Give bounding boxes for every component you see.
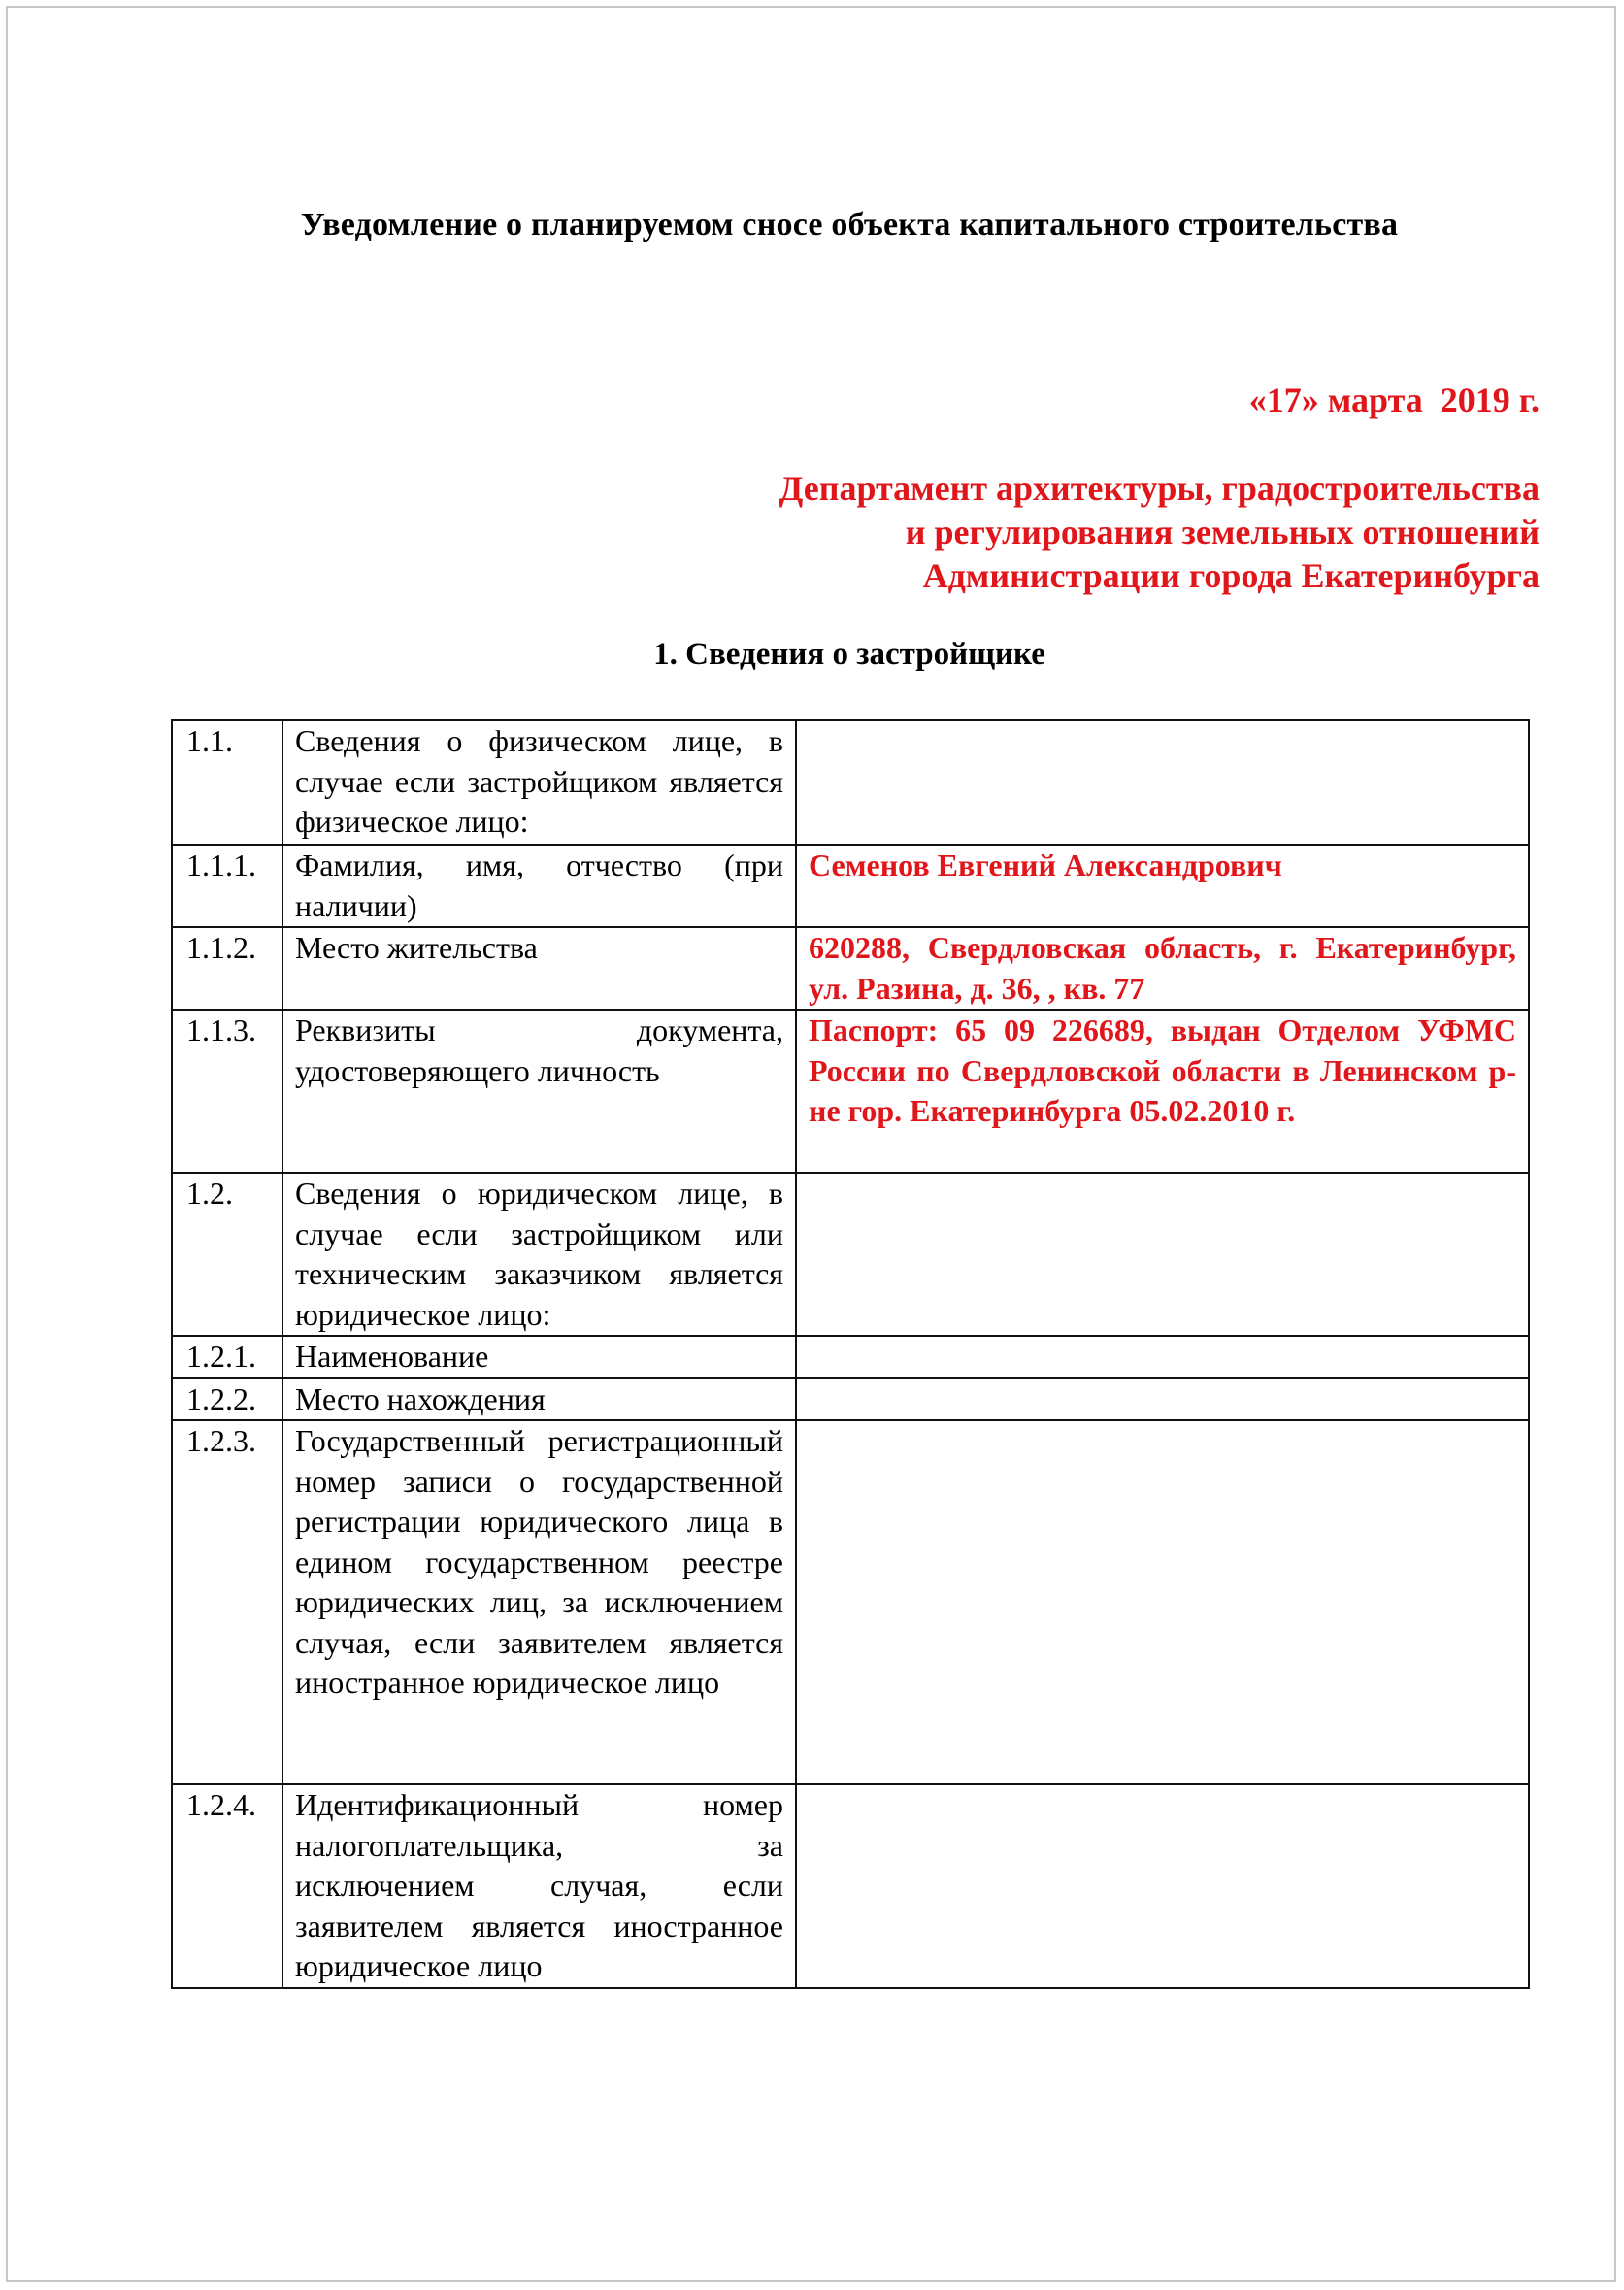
row-label: Государственный регистрационный номер записи о государственной регистрации юридического лица в едином государственном реестре юридических лиц, за исключением случая, если заявителем является иностранное юридическое лицо <box>282 1420 796 1784</box>
row-number: 1.2.3. <box>172 1420 282 1784</box>
table-row <box>172 1336 1529 1378</box>
section-title: 1. Сведения о застройщике <box>653 637 1045 672</box>
row-value <box>796 1378 1529 1421</box>
developer-info-table <box>171 719 1530 1989</box>
table-row <box>172 1173 1529 1336</box>
row-number: 1.1.3. <box>172 1010 282 1173</box>
document-title: Уведомление о планируемом сносе объекта капитального строительства <box>300 207 1399 243</box>
row-number: 1.2. <box>172 1173 282 1336</box>
row-value <box>796 1336 1529 1378</box>
row-number: 1.2.2. <box>172 1378 282 1421</box>
addressee-block <box>779 467 1540 598</box>
table-row <box>172 1420 1529 1784</box>
row-label: Сведения о юридическом лице, в случае если застройщиком или техническим заказчиком является юридическое лицо: <box>282 1173 796 1336</box>
row-value: 620288, Свердловская область, г. Екатеринбург, ул. Разина, д. 36, , кв. 77 <box>796 927 1529 1010</box>
row-value: Паспорт: 65 09 226689, выдан Отделом УФМС России по Свердловской области в Ленинском р-не гор. Екатеринбурга 05.02.2010 г. <box>796 1010 1529 1173</box>
table-row <box>172 1010 1529 1173</box>
addressee-line: Администрации города Екатеринбурга <box>922 556 1540 595</box>
addressee-line: и регулирования земельных отношений <box>905 513 1540 551</box>
row-number: 1.1.1. <box>172 845 282 927</box>
table-row <box>172 1784 1529 1988</box>
row-value <box>796 1173 1529 1336</box>
table-row <box>172 845 1529 927</box>
row-label: Наименование <box>282 1336 796 1378</box>
row-number: 1.2.1. <box>172 1336 282 1378</box>
row-value <box>796 720 1529 845</box>
row-label: Реквизиты документа, удостоверяющего личность <box>282 1010 796 1173</box>
document-date: «17» марта 2019 г. <box>1248 381 1540 419</box>
row-label: Фамилия, имя, отчество (при наличии) <box>282 845 796 927</box>
row-number: 1.1. <box>172 720 282 845</box>
row-label: Сведения о физическом лице, в случае если застройщиком является физическое лицо: <box>282 720 796 845</box>
row-label: Идентификационный номер налогоплательщика, за исключением случая, если заявителем является иностранное юридическое лицо <box>282 1784 796 1988</box>
row-value <box>796 1784 1529 1988</box>
row-value <box>796 1420 1529 1784</box>
table-row <box>172 720 1529 845</box>
addressee-line: Департамент архитектуры, градостроительства <box>779 469 1540 508</box>
row-number: 1.1.2. <box>172 927 282 1010</box>
row-label: Место нахождения <box>282 1378 796 1421</box>
row-label: Место жительства <box>282 927 796 1010</box>
row-number: 1.2.4. <box>172 1784 282 1988</box>
table-row <box>172 1378 1529 1421</box>
row-value: Семенов Евгений Александрович <box>796 845 1529 927</box>
table-row <box>172 927 1529 1010</box>
